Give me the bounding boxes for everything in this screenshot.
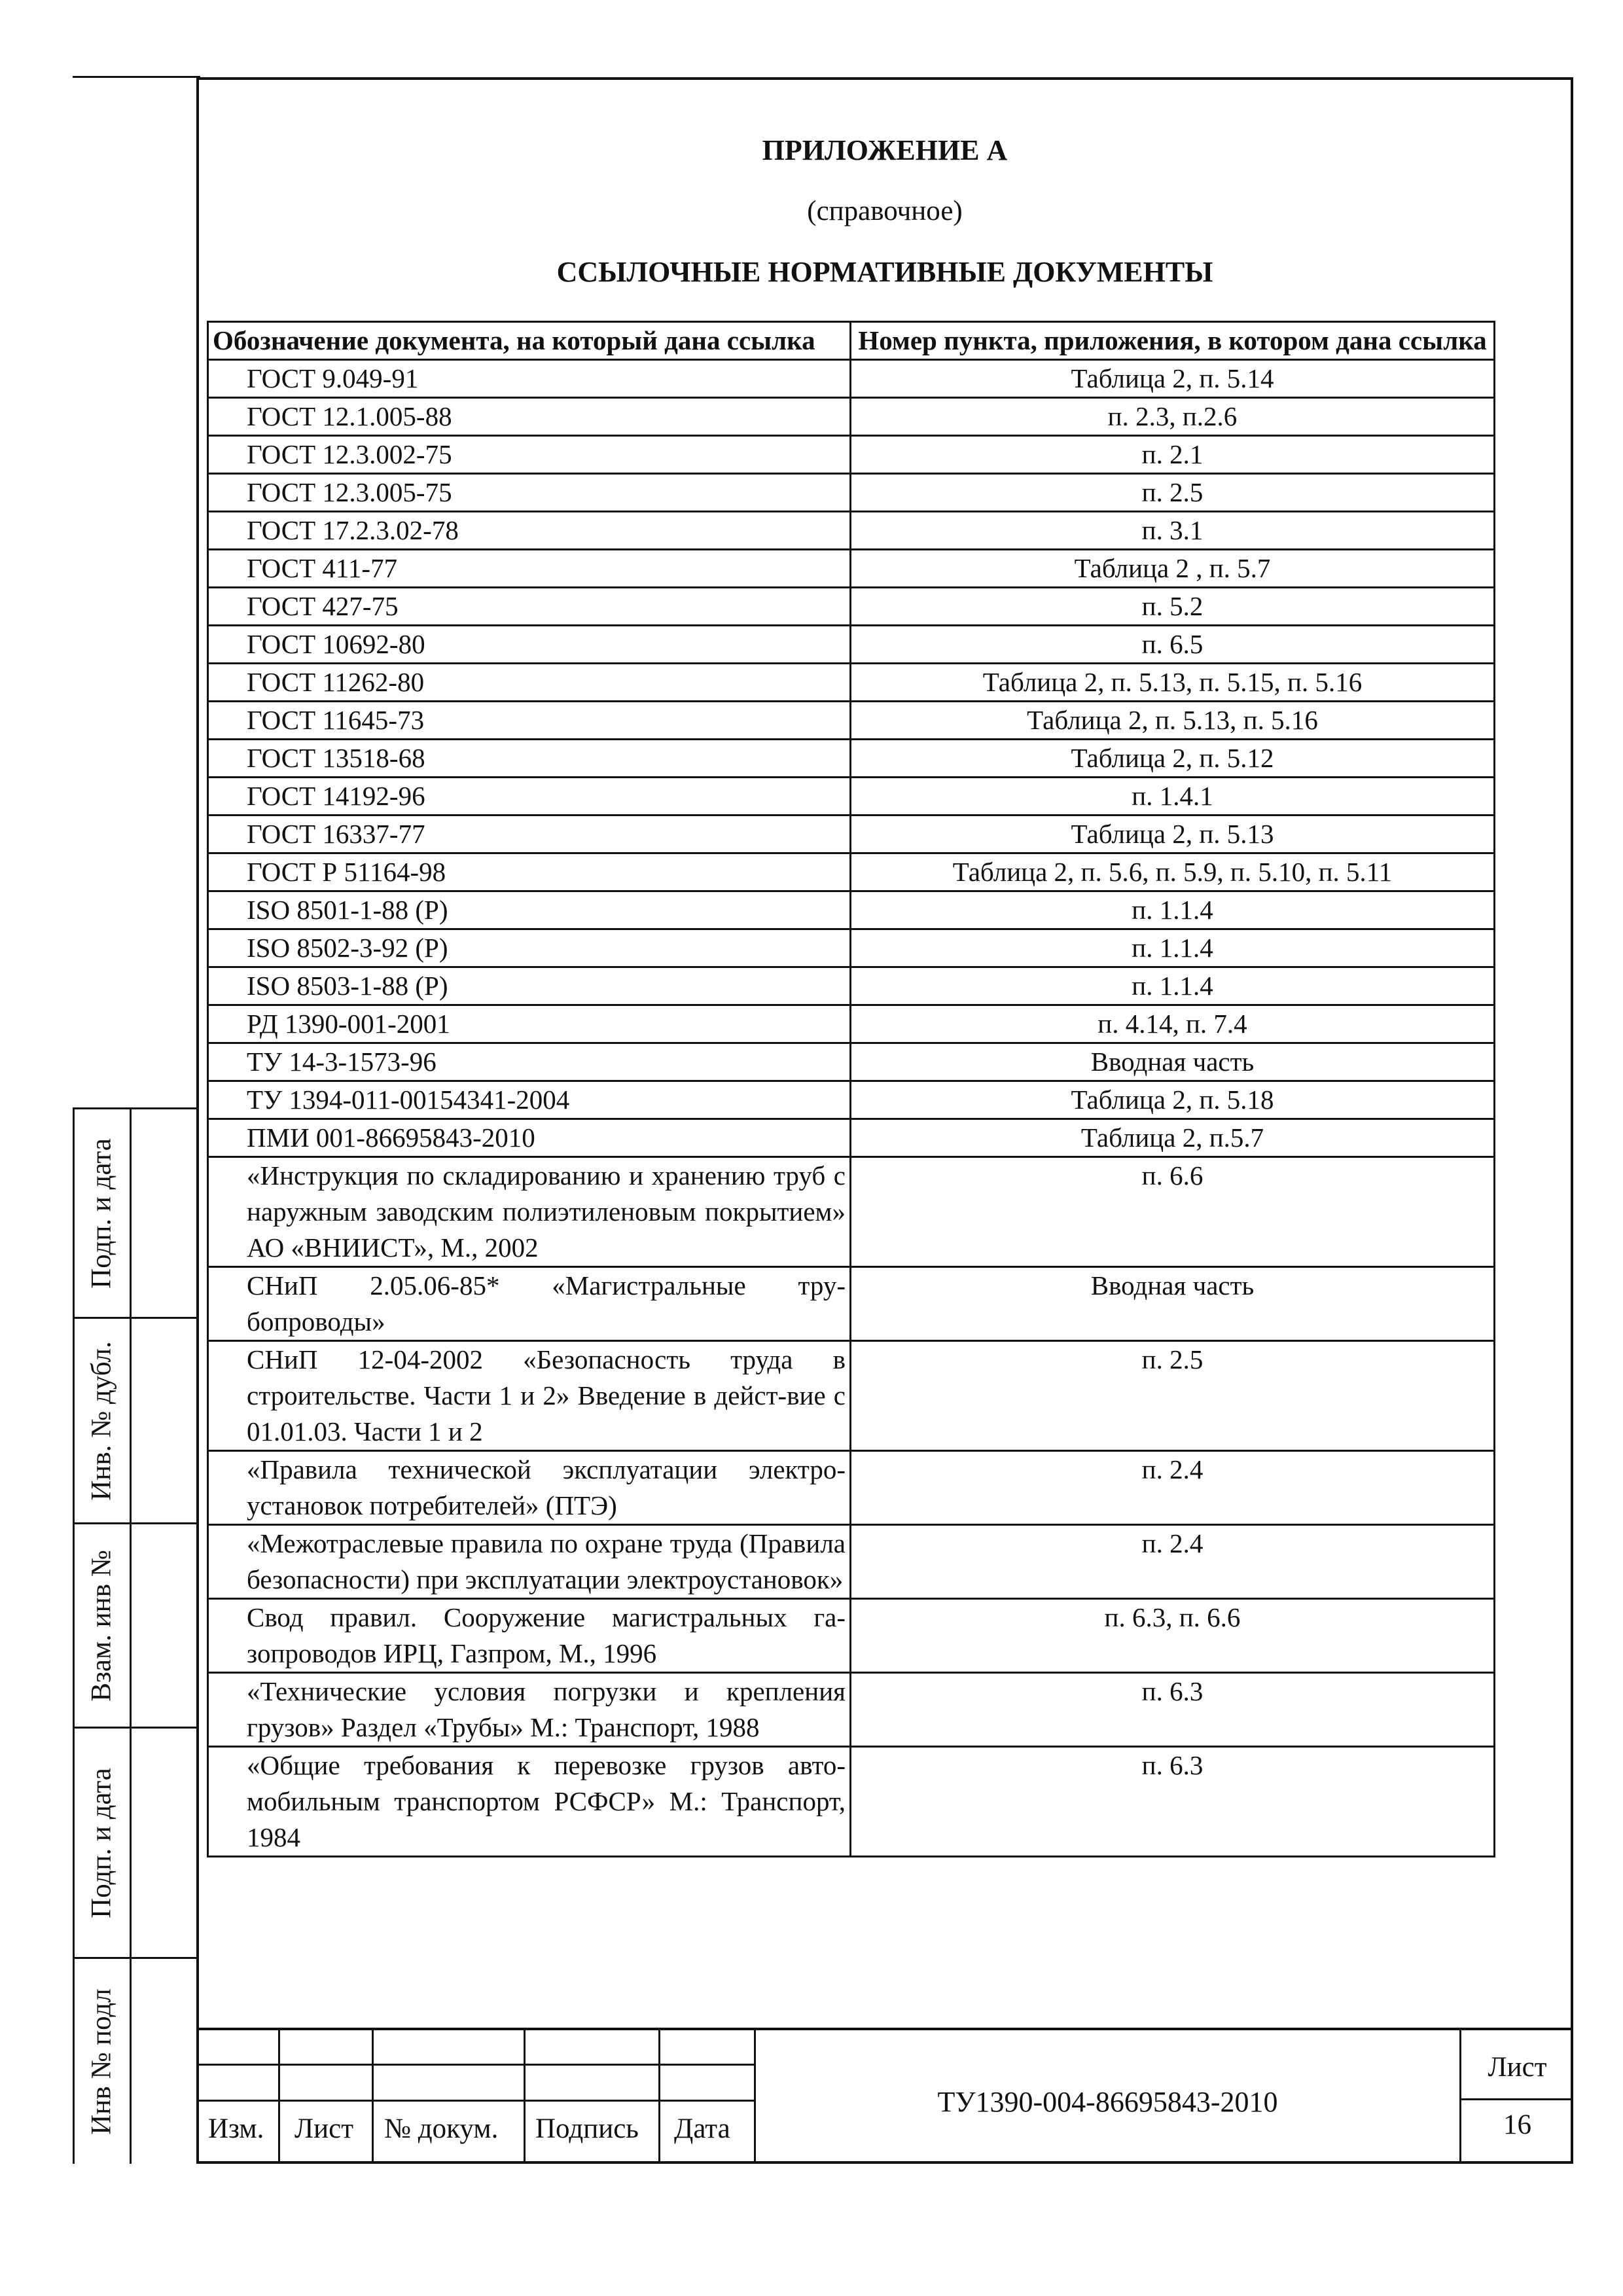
document-designation-cell: ГОСТ 411-77 [208,550,851,588]
side-stamp-cell [73,1107,196,1317]
table-row [208,967,1495,1005]
document-designation-cell: ПМИ 001-86695843-2010 [208,1119,851,1157]
document-designation: ТУ1390-004-86695843-2010 [937,2086,1278,2118]
reference-clause-cell: п. 6.6 [851,1157,1495,1267]
document-designation-cell: ГОСТ 17.2.3.02-78 [208,512,851,550]
document-title: ССЫЛОЧНЫЕ НОРМАТИВНЫЕ ДОКУМЕНТЫ [556,256,1213,288]
title-block [196,2028,1573,2164]
table-row [208,550,1495,588]
document-designation-cell: СНиП 12-04-2002 «Безопасность труда в строительстве. Части 1 и 2» Введение в дейст-вие с 01.01.03. Части 1 и 2 [208,1341,851,1451]
title-block-col-line [372,2028,374,2164]
table-row [208,588,1495,626]
table-row [208,626,1495,664]
document-designation-cell: ГОСТ 12.3.002-75 [208,436,851,474]
reference-clause-cell: Таблица 2, п. 5.13 [851,816,1495,853]
document-designation-cell: «Инструкция по складированию и хранению труб с наружным заводским полиэтиленовым покрытием» АО «ВНИИСТ», М., 2002 [208,1157,851,1267]
side-stamp-label: Инв. № дубл. [86,1340,116,1501]
reference-clause-cell: п. 2.5 [851,1341,1495,1451]
table-row [208,929,1495,967]
reference-clause-cell: п. 6.3, п. 6.6 [851,1599,1495,1673]
document-designation-cell: «Общие требования к перевозке грузов авто-мобильным транспортом РСФСР» М.: Транспорт, 1984 [208,1747,851,1857]
table-row [208,1081,1495,1119]
reference-clause-cell: п. 6.3 [851,1747,1495,1857]
side-stamp-cell [73,1957,196,2164]
title-block-col-line [1459,2028,1461,2164]
table-header-row [208,322,1495,360]
document-designation-cell: ISO 8501-1-88 (Р) [208,891,851,929]
label-date: Дата [674,2113,730,2144]
label-signature: Подпись [535,2113,639,2144]
document-designation-cell: ГОСТ 10692-80 [208,626,851,664]
document-designation-cell: «Технические условия погрузки и крепления грузов» Раздел «Трубы» М.: Транспорт, 1988 [208,1673,851,1747]
table-row [208,1005,1495,1043]
table-row [208,702,1495,740]
sheet-number: 16 [1503,2109,1531,2140]
document-designation-cell: Свод правил. Сооружение магистральных га-зопроводов ИРЦ, Газпром, М., 1996 [208,1599,851,1673]
side-stamp [73,1107,196,2164]
side-stamp-cell [73,1522,196,1727]
side-stamp-label: Подп. и дата [86,1767,116,1918]
side-stamp-label-box [73,1319,132,1522]
document-designation-cell: «Правила технической эксплуатации электро-установок потребителей» (ПТЭ) [208,1451,851,1525]
label-izm: Изм. [208,2113,264,2144]
document-designation-cell: СНиП 2.05.06-85* «Магистральные тру-бопроводы» [208,1267,851,1341]
side-stamp-label-box [73,1959,132,2164]
document-designation-cell: ISO 8503-1-88 (Р) [208,967,851,1005]
side-stamp-label-box [73,1524,132,1727]
table-row [208,512,1495,550]
table-row [208,1043,1495,1081]
reference-clause-cell: Таблица 2 , п. 5.7 [851,550,1495,588]
table-row [208,891,1495,929]
reference-clause-cell: Таблица 2, п. 5.14 [851,360,1495,398]
document-designation-cell: ГОСТ 11645-73 [208,702,851,740]
document-designation-cell: ТУ 14-3-1573-96 [208,1043,851,1081]
reference-clause-cell: п. 1.1.4 [851,967,1495,1005]
reference-clause-cell: Таблица 2, п. 5.6, п. 5.9, п. 5.10, п. 5.11 [851,853,1495,891]
reference-clause-cell: п. 2.3, п.2.6 [851,398,1495,436]
appendix-title: ПРИЛОЖЕНИЕ А [762,134,1008,166]
table-row [208,1157,1495,1267]
reference-clause-cell: п. 6.3 [851,1673,1495,1747]
column-header-document: Обозначение документа, на который дана ссылка [208,322,851,360]
table-row [208,1119,1495,1157]
reference-clause-cell: Таблица 2, п. 5.13, п. 5.16 [851,702,1495,740]
reference-clause-cell: п. 5.2 [851,588,1495,626]
document-designation-cell: ГОСТ 14192-96 [208,778,851,816]
table-row [208,1341,1495,1451]
reference-clause-cell: п. 2.4 [851,1451,1495,1525]
title-block-col-line [278,2028,280,2164]
table-row [208,853,1495,891]
table-row [208,740,1495,778]
reference-clause-cell: п. 3.1 [851,512,1495,550]
reference-clause-cell: п. 2.4 [851,1525,1495,1599]
label-list: Лист [294,2113,354,2144]
reference-clause-cell: Таблица 2, п. 5.18 [851,1081,1495,1119]
table-row [208,664,1495,702]
side-stamp-cell [73,1317,196,1522]
side-stamp-label-box [73,1729,132,1957]
reference-clause-cell: Таблица 2, п.5.7 [851,1119,1495,1157]
reference-clause-cell: п. 1.4.1 [851,778,1495,816]
side-stamp-label: Подп. и дата [86,1138,116,1289]
document-designation-cell: «Межотраслевые правила по охране труда (Правила безопасности) при эксплуатации электроустановок» [208,1525,851,1599]
table-row [208,436,1495,474]
document-designation-cell: ГОСТ 13518-68 [208,740,851,778]
reference-clause-cell: п. 1.1.4 [851,891,1495,929]
table-body [208,360,1495,1857]
column-header-reference: Номер пункта, приложения, в котором дана ссылка [851,322,1495,360]
document-designation-cell: РД 1390-001-2001 [208,1005,851,1043]
document-designation-cell: ГОСТ 11262-80 [208,664,851,702]
title-block-sheet-line [1459,2098,1573,2100]
table-row [208,778,1495,816]
sheet-label: Лист [1488,2052,1547,2083]
table-row [208,1599,1495,1673]
document-designation-cell: ГОСТ 16337-77 [208,816,851,853]
reference-clause-cell: Таблица 2, п. 5.13, п. 5.15, п. 5.16 [851,664,1495,702]
table-row [208,360,1495,398]
references-table [207,321,1495,1857]
table-row [208,816,1495,853]
table-row [208,1747,1495,1857]
table-row [208,1267,1495,1341]
document-designation-cell: ГОСТ 9.049-91 [208,360,851,398]
title-block-top-line [196,2028,1573,2030]
reference-clause-cell: п. 6.5 [851,626,1495,664]
document-designation-cell: ГОСТ 427-75 [208,588,851,626]
title-block-col-line [658,2028,660,2164]
side-stamp-cell [73,1727,196,1957]
table-row [208,1673,1495,1747]
document-designation-cell: ГОСТ Р 51164-98 [208,853,851,891]
side-stamp-label: Взам. инв № [86,1549,116,1702]
table-row [208,398,1495,436]
table-row [208,474,1495,512]
document-designation-cell: ГОСТ 12.1.005-88 [208,398,851,436]
document-designation-cell: ГОСТ 12.3.005-75 [208,474,851,512]
label-doc-number: № докум. [384,2113,499,2144]
reference-clause-cell: Вводная часть [851,1043,1495,1081]
reference-clause-cell: Таблица 2, п. 5.12 [851,740,1495,778]
reference-clause-cell: Вводная часть [851,1267,1495,1341]
appendix-subtitle: (справочное) [807,196,963,226]
document-designation-cell: ТУ 1394-011-00154341-2004 [208,1081,851,1119]
title-block-col-line [524,2028,526,2164]
reference-clause-cell: п. 2.5 [851,474,1495,512]
side-stamp-label-box [73,1109,132,1317]
reference-clause-cell: п. 2.1 [851,436,1495,474]
binding-margin-rule [73,76,200,78]
table-row [208,1525,1495,1599]
reference-clause-cell: п. 1.1.4 [851,929,1495,967]
table-row [208,1451,1495,1525]
side-stamp-label: Инв № подл [86,1988,116,2135]
document-designation-cell: ISO 8502-3-92 (Р) [208,929,851,967]
reference-clause-cell: п. 4.14, п. 7.4 [851,1005,1495,1043]
